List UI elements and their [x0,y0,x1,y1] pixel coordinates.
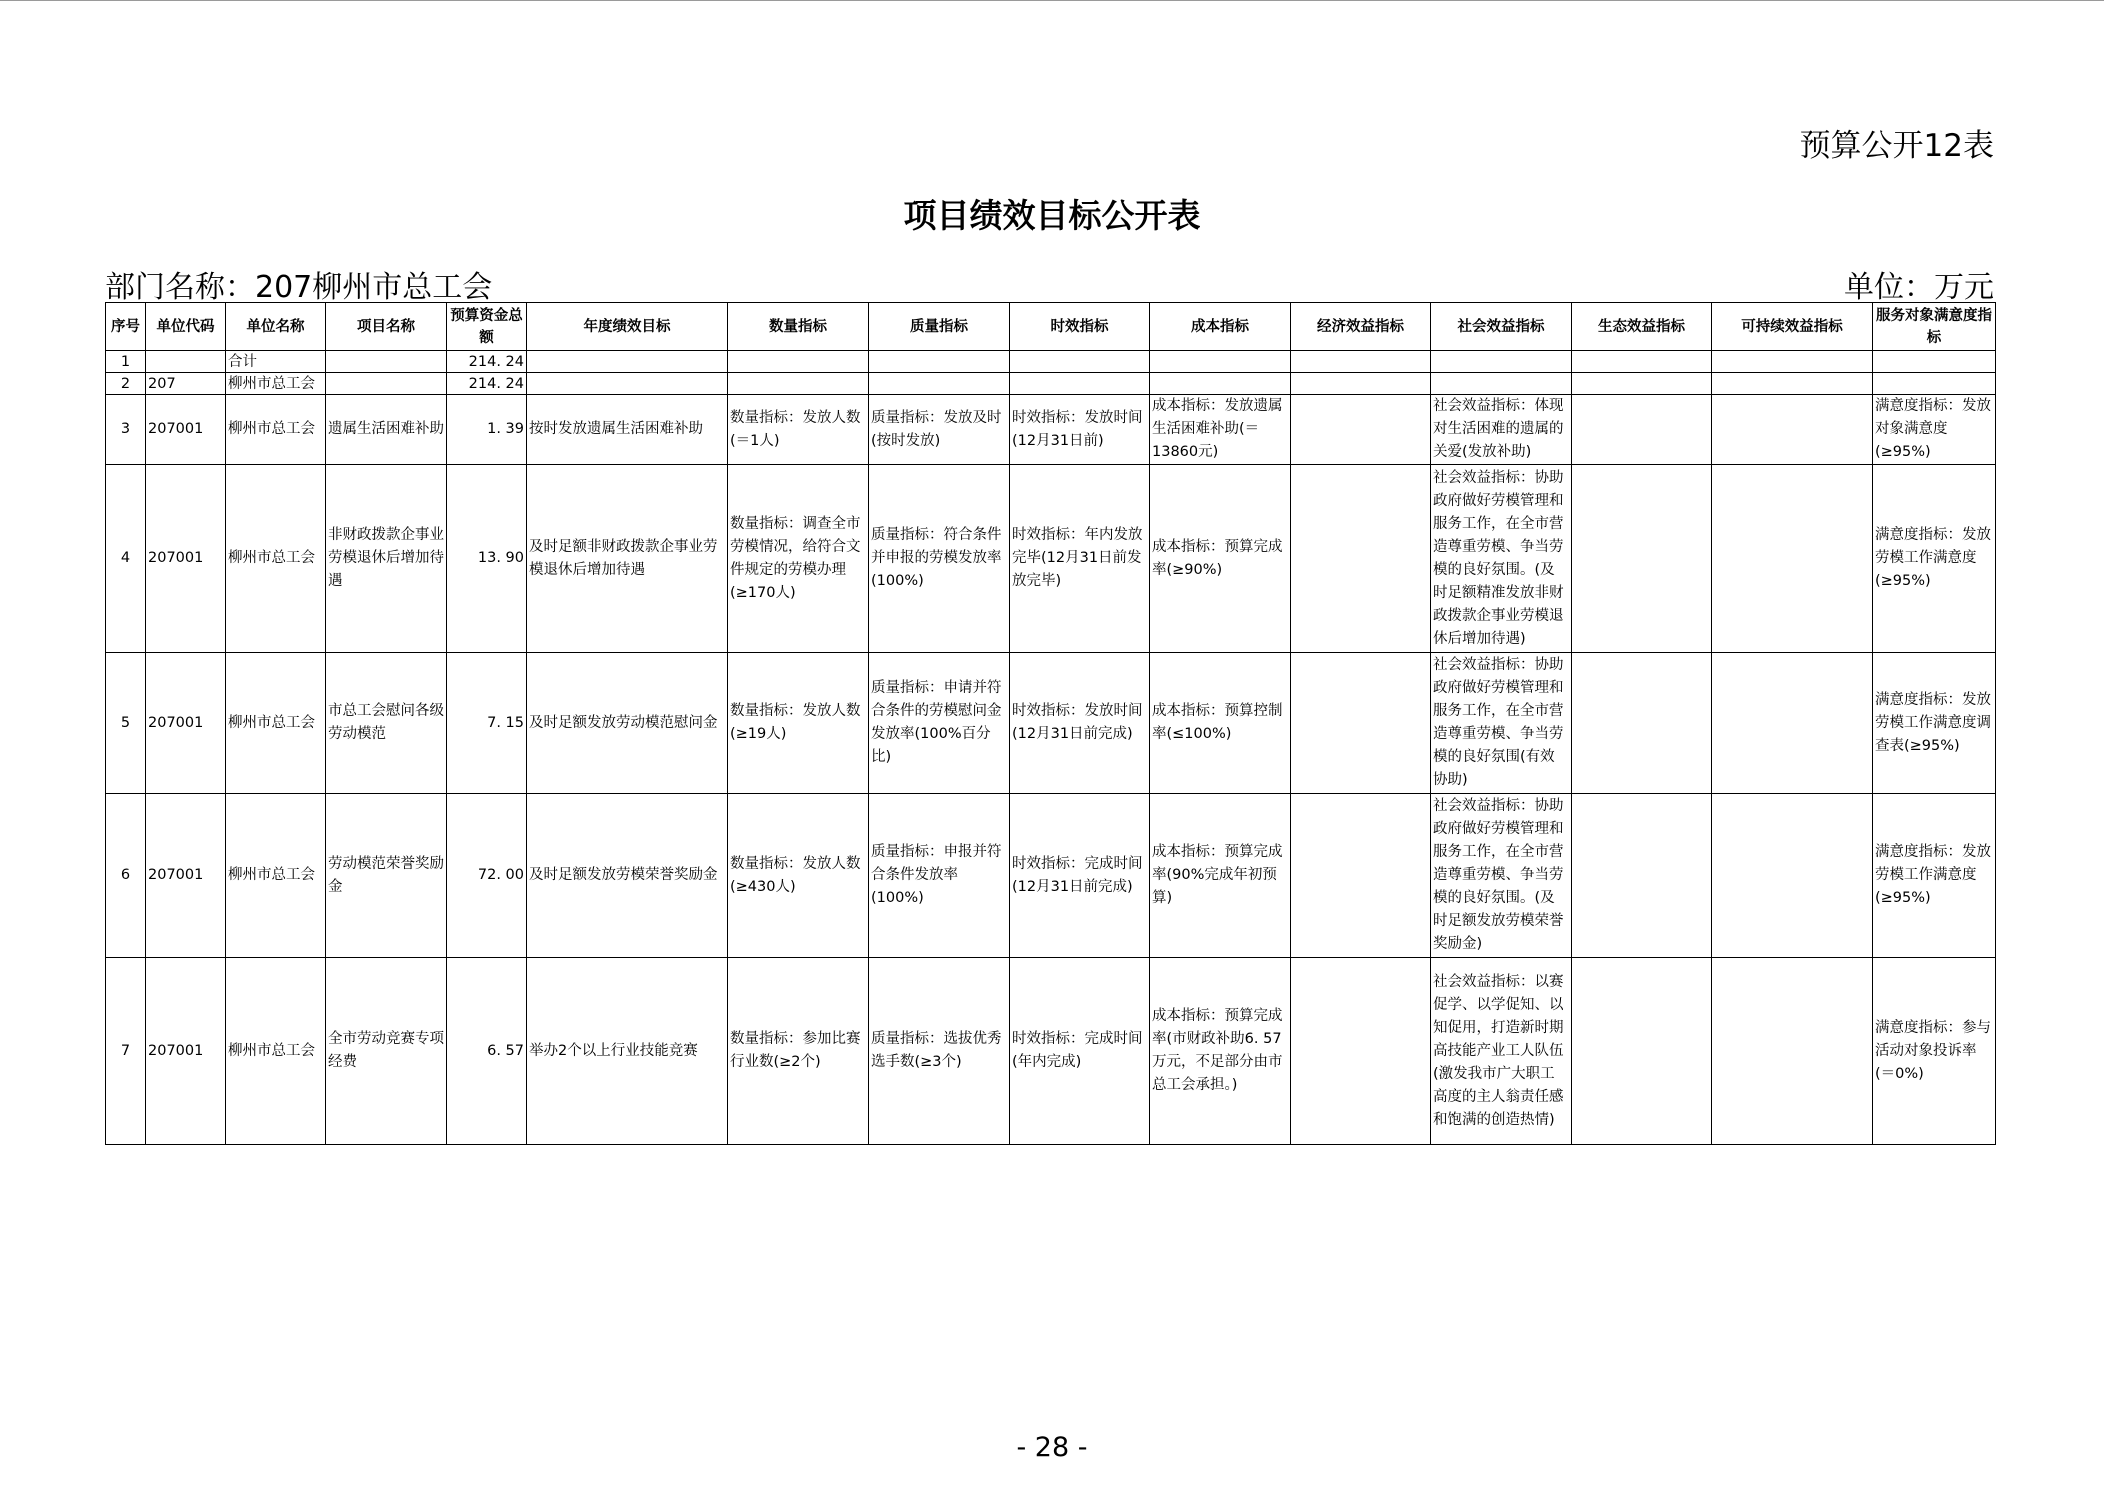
cell-annual-target: 举办2个以上行业技能竞赛 [527,958,728,1145]
cell-timeliness [1010,351,1150,373]
cell-seq: 7 [106,958,146,1145]
cell-annual-target: 及时足额非财政拨款企事业劳模退休后增加待遇 [527,465,728,653]
top-border-line [0,0,2104,1]
cell-cost: 成本指标：预算完成率(90%完成年初预算) [1150,794,1291,958]
cell-seq: 6 [106,794,146,958]
cell-quantity [728,373,869,395]
cell-budget: 214. 24 [447,351,527,373]
col-header-timeliness: 时效指标 [1010,303,1150,351]
cell-budget: 214. 24 [447,373,527,395]
cell-ecological [1572,653,1712,794]
cell-quantity: 数量指标：发放人数(＝1人) [728,395,869,465]
cell-project-name [326,373,447,395]
cell-unit-code: 207001 [146,653,226,794]
cell-quality [869,373,1010,395]
cell-sustainable [1712,465,1873,653]
cell-cost [1150,351,1291,373]
col-header-unit-name: 单位名称 [226,303,326,351]
table-header-row [106,303,1996,351]
cell-quantity: 数量指标：参加比赛行业数(≥2个) [728,958,869,1145]
cell-social: 社会效益指标：协助政府做好劳模管理和服务工作，在全市营造尊重劳模、争当劳模的良好氛围(有效协助) [1431,653,1572,794]
cell-sustainable [1712,351,1873,373]
cell-ecological [1572,351,1712,373]
cell-ecological [1572,794,1712,958]
col-header-seq: 序号 [106,303,146,351]
table-number: 预算公开12表 [1799,128,1994,164]
col-header-project-name: 项目名称 [326,303,447,351]
cell-social: 社会效益指标：协助政府做好劳模管理和服务工作，在全市营造尊重劳模、争当劳模的良好氛围。(及时足额精准发放非财政拨款企事业劳模退休后增加待遇) [1431,465,1572,653]
cell-quality: 质量指标：发放及时(按时发放) [869,395,1010,465]
cell-annual-target [527,351,728,373]
cell-seq: 2 [106,373,146,395]
cell-social [1431,351,1572,373]
cell-quantity: 数量指标：发放人数(≥430人) [728,794,869,958]
cell-sustainable [1712,373,1873,395]
cell-cost: 成本指标：发放遗属生活困难补助(＝13860元) [1150,395,1291,465]
col-header-budget: 预算资金总额 [447,303,527,351]
col-header-social: 社会效益指标 [1431,303,1572,351]
cell-timeliness: 时效指标：发放时间(12月31日前) [1010,395,1150,465]
cell-satisfaction: 满意度指标：发放劳模工作满意度(≥95%) [1873,465,1996,653]
cell-seq: 3 [106,395,146,465]
cell-project-name: 非财政拨款企事业劳模退休后增加待遇 [326,465,447,653]
cell-seq: 4 [106,465,146,653]
table-row [106,373,1996,395]
cell-sustainable [1712,395,1873,465]
cell-sustainable [1712,958,1873,1145]
cell-cost [1150,373,1291,395]
cell-budget: 72. 00 [447,794,527,958]
table-row [106,465,1996,653]
cell-unit-name: 柳州市总工会 [226,653,326,794]
cell-annual-target [527,373,728,395]
cell-unit-code: 207001 [146,958,226,1145]
col-header-sustainable: 可持续效益指标 [1712,303,1873,351]
cell-social [1431,373,1572,395]
cell-unit-name: 柳州市总工会 [226,465,326,653]
cell-satisfaction [1873,373,1996,395]
cell-unit-name: 柳州市总工会 [226,794,326,958]
cell-ecological [1572,465,1712,653]
cell-satisfaction [1873,351,1996,373]
cell-economic [1291,373,1431,395]
cell-quality: 质量指标：符合条件并申报的劳模发放率(100%) [869,465,1010,653]
cell-economic [1291,958,1431,1145]
cell-cost: 成本指标：预算控制率(≤100%) [1150,653,1291,794]
col-header-annual-target: 年度绩效目标 [527,303,728,351]
cell-seq: 5 [106,653,146,794]
cell-unit-code: 207001 [146,395,226,465]
cell-timeliness [1010,373,1150,395]
cell-satisfaction: 满意度指标：发放劳模工作满意度(≥95%) [1873,794,1996,958]
cell-social: 社会效益指标：体现对生活困难的遗属的关爱(发放补助) [1431,395,1572,465]
table-row [106,958,1996,1145]
table-row [106,794,1996,958]
cell-unit-code: 207 [146,373,226,395]
cell-unit-code [146,351,226,373]
col-header-quantity: 数量指标 [728,303,869,351]
cell-seq: 1 [106,351,146,373]
cell-timeliness: 时效指标：发放时间(12月31日前完成) [1010,653,1150,794]
table-row [106,395,1996,465]
department-name: 部门名称：207柳州市总工会 [105,270,493,305]
col-header-quality: 质量指标 [869,303,1010,351]
cell-ecological [1572,958,1712,1145]
table-row [106,653,1996,794]
unit-label: 单位：万元 [1844,270,1994,305]
cell-timeliness: 时效指标：年内发放完毕(12月31日前发放完毕) [1010,465,1150,653]
cell-cost: 成本指标：预算完成率(≥90%) [1150,465,1291,653]
cell-cost: 成本指标：预算完成率(市财政补助6. 57万元，不足部分由市总工会承担。) [1150,958,1291,1145]
cell-economic [1291,395,1431,465]
cell-economic [1291,351,1431,373]
col-header-economic: 经济效益指标 [1291,303,1431,351]
cell-ecological [1572,395,1712,465]
cell-unit-name: 柳州市总工会 [226,373,326,395]
cell-project-name [326,351,447,373]
cell-social: 社会效益指标：以赛促学、以学促知、以知促用，打造新时期高技能产业工人队伍(激发我市广大职工高度的主人翁责任感和饱满的创造热情) [1431,958,1572,1145]
cell-economic [1291,653,1431,794]
cell-quantity: 数量指标：调查全市劳模情况，给符合文件规定的劳模办理(≥170人) [728,465,869,653]
cell-quality: 质量指标：选拔优秀选手数(≥3个) [869,958,1010,1145]
cell-budget: 13. 90 [447,465,527,653]
cell-project-name: 遗属生活困难补助 [326,395,447,465]
cell-satisfaction: 满意度指标：参与活动对象投诉率(＝0%) [1873,958,1996,1145]
table-row [106,351,1996,373]
cell-sustainable [1712,794,1873,958]
cell-quality: 质量指标：申报并符合条件发放率(100%) [869,794,1010,958]
cell-unit-code: 207001 [146,465,226,653]
cell-timeliness: 时效指标：完成时间(年内完成) [1010,958,1150,1145]
col-header-satisfaction: 服务对象满意度指标 [1873,303,1996,351]
cell-satisfaction: 满意度指标：发放劳模工作满意度调查表(≥95%) [1873,653,1996,794]
performance-target-table [105,302,1996,1145]
cell-unit-name: 柳州市总工会 [226,395,326,465]
cell-quality [869,351,1010,373]
cell-quantity [728,351,869,373]
cell-project-name: 劳动模范荣誉奖励金 [326,794,447,958]
cell-annual-target: 按时发放遗属生活困难补助 [527,395,728,465]
cell-project-name: 全市劳动竞赛专项经费 [326,958,447,1145]
cell-economic [1291,465,1431,653]
col-header-ecological: 生态效益指标 [1572,303,1712,351]
cell-economic [1291,794,1431,958]
cell-timeliness: 时效指标：完成时间(12月31日前完成) [1010,794,1150,958]
cell-social: 社会效益指标：协助政府做好劳模管理和服务工作，在全市营造尊重劳模、争当劳模的良好氛围。(及时足额发放劳模荣誉奖励金) [1431,794,1572,958]
cell-budget: 7. 15 [447,653,527,794]
cell-budget: 6. 57 [447,958,527,1145]
cell-unit-name: 合计 [226,351,326,373]
cell-ecological [1572,373,1712,395]
cell-annual-target: 及时足额发放劳动模范慰问金 [527,653,728,794]
page-title: 项目绩效目标公开表 [903,196,1201,235]
page-number: - 28 - [1016,1432,1088,1463]
cell-quantity: 数量指标：发放人数(≥19人) [728,653,869,794]
cell-annual-target: 及时足额发放劳模荣誉奖励金 [527,794,728,958]
col-header-unit-code: 单位代码 [146,303,226,351]
cell-unit-name: 柳州市总工会 [226,958,326,1145]
cell-satisfaction: 满意度指标：发放对象满意度(≥95%) [1873,395,1996,465]
col-header-cost: 成本指标 [1150,303,1291,351]
cell-project-name: 市总工会慰问各级劳动模范 [326,653,447,794]
cell-unit-code: 207001 [146,794,226,958]
cell-quality: 质量指标：申请并符合条件的劳模慰问金发放率(100%百分比) [869,653,1010,794]
cell-budget: 1. 39 [447,395,527,465]
cell-sustainable [1712,653,1873,794]
